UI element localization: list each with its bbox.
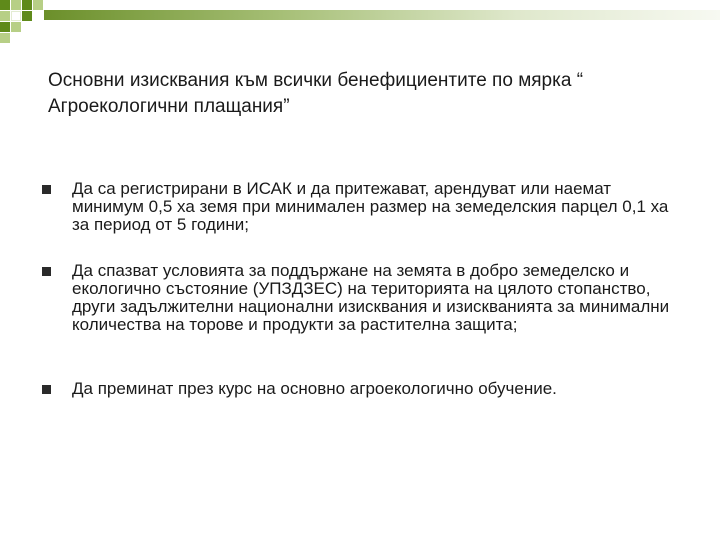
deco-square — [11, 11, 21, 21]
decorative-squares — [0, 0, 60, 44]
bullet-list — [40, 180, 680, 398]
square-bullet-icon — [42, 185, 51, 194]
bullet-text: Да преминат през курс на основно агроекологично обучение. — [72, 379, 557, 398]
deco-square — [0, 0, 10, 10]
bullet-text: Да са регистрирани в ИСАК и да притежават, арендуват или наемат минимум 0,5 ха земя при минимален размер на земеделския парцел 0,1 ха за период от 5 години; — [72, 179, 669, 234]
deco-square — [22, 0, 32, 10]
deco-square — [0, 33, 10, 43]
deco-square — [22, 11, 32, 21]
deco-square — [11, 0, 21, 10]
deco-square — [11, 22, 21, 32]
deco-square — [33, 0, 43, 10]
deco-square — [0, 22, 10, 32]
square-bullet-icon — [42, 267, 51, 276]
slide-title: Основни изисквания към всички бенефициентите по мярка “ Агроекологични плащания” — [48, 70, 584, 117]
deco-square — [0, 11, 10, 21]
header-gradient-bar — [44, 10, 720, 20]
bullet-item — [40, 180, 680, 234]
square-bullet-icon — [42, 385, 51, 394]
bullet-item — [40, 262, 680, 334]
bullet-text: Да спазват условията за поддържане на земята в добро земеделско и екологично състояние (УПЗДЗЕС) на територията на цялото стопанство, други задължителни национални изисквания и изискванията за минимални количества на торове и продукти за растителна защита; — [72, 261, 670, 334]
bullet-item — [40, 380, 680, 398]
